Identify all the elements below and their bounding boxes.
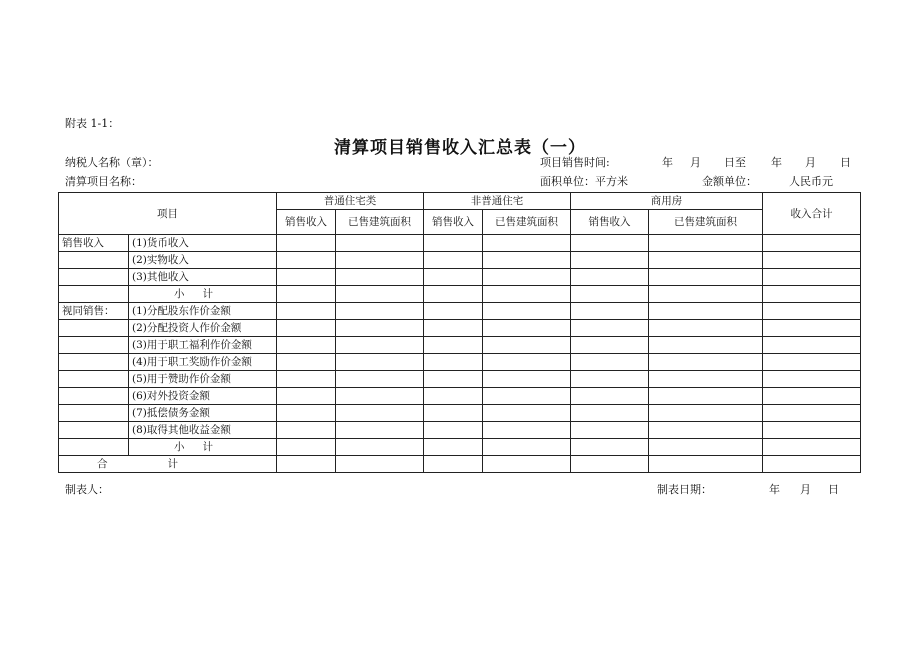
row-label: (1)货币收入 <box>129 235 277 252</box>
cell[interactable] <box>649 269 763 286</box>
cell[interactable] <box>277 235 336 252</box>
cell[interactable] <box>571 269 649 286</box>
cell[interactable] <box>277 269 336 286</box>
row-label: (3)用于职工福利作价金额 <box>129 337 277 354</box>
cell[interactable] <box>336 235 424 252</box>
cell[interactable] <box>424 439 483 456</box>
table-row <box>59 303 861 320</box>
cell[interactable] <box>483 320 571 337</box>
cell[interactable] <box>424 235 483 252</box>
cell[interactable] <box>424 337 483 354</box>
cell[interactable] <box>277 371 336 388</box>
cell[interactable] <box>483 252 571 269</box>
cell[interactable] <box>424 405 483 422</box>
col-area-commercial: 已售建筑面积 <box>649 210 763 235</box>
section-deemed-label: 视同销售： <box>59 303 129 320</box>
cell[interactable] <box>571 388 649 405</box>
cell[interactable] <box>336 371 424 388</box>
cell[interactable] <box>763 371 861 388</box>
area-unit-label: 面积单位：平方米 <box>540 175 628 188</box>
cell[interactable] <box>424 422 483 439</box>
cell[interactable] <box>483 456 571 473</box>
cell[interactable] <box>277 422 336 439</box>
date-day-to: 日至 <box>724 156 746 169</box>
cell[interactable] <box>424 456 483 473</box>
cell[interactable] <box>649 388 763 405</box>
table-row <box>59 252 861 269</box>
blank-cell <box>59 286 129 303</box>
blank-cell <box>59 252 129 269</box>
col-area-ordinary: 已售建筑面积 <box>336 210 424 235</box>
cell[interactable] <box>763 235 861 252</box>
cell[interactable] <box>424 371 483 388</box>
cell[interactable] <box>277 456 336 473</box>
cell[interactable] <box>649 456 763 473</box>
subtotal-label: 小计 <box>129 439 277 456</box>
cell[interactable] <box>336 320 424 337</box>
col-revenue-commercial: 销售收入 <box>571 210 649 235</box>
table-row <box>59 371 861 388</box>
cell[interactable] <box>649 439 763 456</box>
cell[interactable] <box>277 354 336 371</box>
cell[interactable] <box>336 422 424 439</box>
blank-cell <box>59 337 129 354</box>
cell[interactable] <box>763 456 861 473</box>
cell[interactable] <box>571 320 649 337</box>
section-sales-label: 销售收入 <box>59 235 129 252</box>
row-label: (3)其他收入 <box>129 269 277 286</box>
cell[interactable] <box>649 252 763 269</box>
cell[interactable] <box>571 422 649 439</box>
cell[interactable] <box>336 388 424 405</box>
appendix-label: 附表 1-1： <box>65 117 120 130</box>
cell[interactable] <box>571 252 649 269</box>
cell[interactable] <box>649 337 763 354</box>
cell[interactable] <box>649 354 763 371</box>
cell[interactable] <box>483 337 571 354</box>
blank-cell <box>59 388 129 405</box>
amount-unit-label: 金额单位： <box>702 175 757 188</box>
table-row <box>59 286 861 303</box>
cell[interactable] <box>763 252 861 269</box>
cell[interactable] <box>763 303 861 320</box>
cell[interactable] <box>483 269 571 286</box>
cell[interactable] <box>483 439 571 456</box>
cell[interactable] <box>424 269 483 286</box>
cell[interactable] <box>336 303 424 320</box>
cell[interactable] <box>424 388 483 405</box>
cell[interactable] <box>571 303 649 320</box>
cell[interactable] <box>763 337 861 354</box>
row-label: (7)抵偿债务金额 <box>129 405 277 422</box>
date-month-1: 月 <box>690 156 701 169</box>
cell[interactable] <box>424 252 483 269</box>
cell[interactable] <box>763 439 861 456</box>
cell[interactable] <box>277 405 336 422</box>
cell[interactable] <box>277 439 336 456</box>
blank-cell <box>59 269 129 286</box>
subtotal-label: 小计 <box>129 286 277 303</box>
cell[interactable] <box>277 337 336 354</box>
row-label: (5)用于赞助作价金额 <box>129 371 277 388</box>
cell[interactable] <box>277 303 336 320</box>
date-year-1: 年 <box>662 156 673 169</box>
cell[interactable] <box>336 337 424 354</box>
group-nonordinary-header: 非普通住宅 <box>424 193 571 210</box>
date-day-2: 日 <box>840 156 851 169</box>
footer-year: 年 <box>769 483 780 496</box>
cell[interactable] <box>763 422 861 439</box>
cell[interactable] <box>649 422 763 439</box>
cell[interactable] <box>336 252 424 269</box>
cell[interactable] <box>424 354 483 371</box>
cell[interactable] <box>336 456 424 473</box>
cell[interactable] <box>571 337 649 354</box>
group-commercial-header: 商用房 <box>571 193 763 210</box>
group-ordinary-header: 普通住宅类 <box>277 193 424 210</box>
cell[interactable] <box>483 371 571 388</box>
row-label: (1)分配股东作价金额 <box>129 303 277 320</box>
cell[interactable] <box>483 405 571 422</box>
footer-day: 日 <box>828 483 839 496</box>
col-area-nonordinary: 已售建筑面积 <box>483 210 571 235</box>
cell[interactable] <box>571 439 649 456</box>
cell[interactable] <box>763 388 861 405</box>
cell[interactable] <box>483 286 571 303</box>
cell[interactable] <box>763 269 861 286</box>
cell[interactable] <box>424 320 483 337</box>
amount-unit-value: 人民币元 <box>789 175 833 188</box>
table-row <box>59 456 861 473</box>
table-row <box>59 422 861 439</box>
table-row <box>59 337 861 354</box>
blank-cell <box>59 320 129 337</box>
table-row <box>59 235 861 252</box>
cell[interactable] <box>277 252 336 269</box>
blank-cell <box>59 422 129 439</box>
cell[interactable] <box>277 320 336 337</box>
cell[interactable] <box>763 286 861 303</box>
cell[interactable] <box>649 303 763 320</box>
taxpayer-label: 纳税人名称（章）： <box>65 156 159 169</box>
cell[interactable] <box>483 388 571 405</box>
cell[interactable] <box>763 405 861 422</box>
cell[interactable] <box>336 439 424 456</box>
prepared-date-label: 制表日期： <box>657 483 712 496</box>
cell[interactable] <box>483 303 571 320</box>
cell[interactable] <box>571 286 649 303</box>
cell[interactable] <box>336 286 424 303</box>
cell[interactable] <box>336 354 424 371</box>
cell[interactable] <box>483 235 571 252</box>
grand-total-label: 合计 <box>59 456 277 473</box>
cell[interactable] <box>277 286 336 303</box>
row-label: (2)实物收入 <box>129 252 277 269</box>
cell[interactable] <box>649 286 763 303</box>
cell[interactable] <box>424 303 483 320</box>
cell[interactable] <box>649 235 763 252</box>
row-label: (8)取得其他收益金额 <box>129 422 277 439</box>
sale-period-label: 项目销售时间: <box>540 156 610 169</box>
cell[interactable] <box>763 320 861 337</box>
table-row <box>59 269 861 286</box>
blank-cell <box>59 439 129 456</box>
cell[interactable] <box>649 371 763 388</box>
cell[interactable] <box>571 405 649 422</box>
cell[interactable] <box>571 456 649 473</box>
cell[interactable] <box>649 405 763 422</box>
blank-cell <box>59 371 129 388</box>
col-revenue-ordinary: 销售收入 <box>277 210 336 235</box>
cell[interactable] <box>571 371 649 388</box>
footer-month: 月 <box>800 483 811 496</box>
cell[interactable] <box>424 286 483 303</box>
table-row <box>59 405 861 422</box>
cell[interactable] <box>336 405 424 422</box>
date-month-2: 月 <box>805 156 816 169</box>
table-row <box>59 388 861 405</box>
cell[interactable] <box>483 422 571 439</box>
cell[interactable] <box>571 354 649 371</box>
row-label: (6)对外投资金额 <box>129 388 277 405</box>
cell[interactable] <box>763 354 861 371</box>
cell[interactable] <box>571 235 649 252</box>
blank-cell <box>59 405 129 422</box>
total-header: 收入合计 <box>763 193 861 235</box>
cell[interactable] <box>483 354 571 371</box>
cell[interactable] <box>277 388 336 405</box>
summary-table <box>58 192 861 473</box>
project-name-label: 清算项目名称： <box>65 175 142 188</box>
cell[interactable] <box>336 269 424 286</box>
col-revenue-nonordinary: 销售收入 <box>424 210 483 235</box>
page-title: 清算项目销售收入汇总表（一） <box>334 138 586 158</box>
table-row <box>59 320 861 337</box>
table-row <box>59 439 861 456</box>
cell[interactable] <box>649 320 763 337</box>
row-label: (2)分配投资人作价金额 <box>129 320 277 337</box>
row-label: (4)用于职工奖励作价金额 <box>129 354 277 371</box>
item-header: 项目 <box>59 193 277 235</box>
blank-cell <box>59 354 129 371</box>
date-year-2: 年 <box>771 156 782 169</box>
preparer-label: 制表人： <box>65 483 109 496</box>
table-row <box>59 354 861 371</box>
